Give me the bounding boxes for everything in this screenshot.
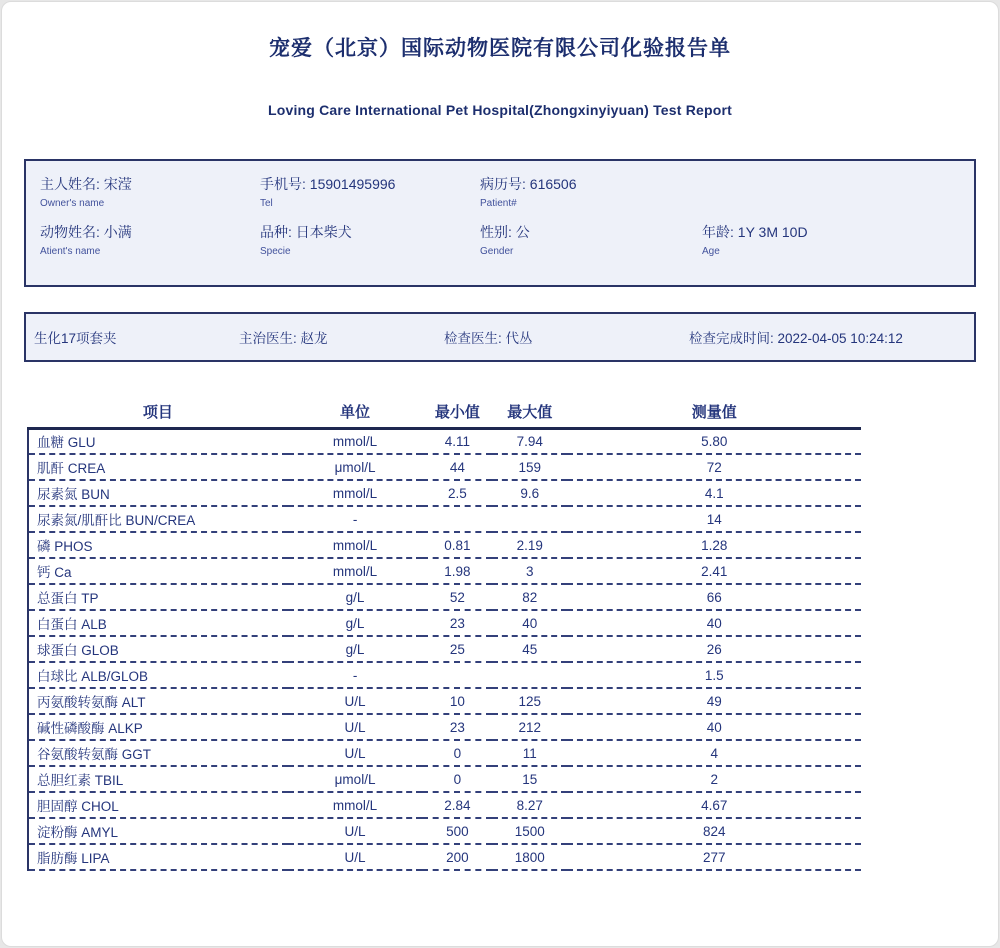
column-header: 项目 bbox=[28, 396, 288, 428]
max-value-cell: 1500 bbox=[492, 818, 567, 844]
measured-value-cell: 4.67 bbox=[567, 792, 861, 818]
unit-cell: U/L bbox=[288, 818, 423, 844]
item-name-cell: 胆固醇 CHOL bbox=[28, 792, 288, 818]
column-header-filler bbox=[861, 396, 976, 428]
min-value-cell: 4.11 bbox=[422, 428, 492, 454]
measured-value-cell: 1.5 bbox=[567, 662, 861, 688]
item-name-cell: 血糖 GLU bbox=[28, 428, 288, 454]
header-row bbox=[28, 396, 976, 428]
test-info-field: 检查医生: 代丛 bbox=[444, 331, 533, 346]
patient-field-sublabel: Tel bbox=[260, 198, 273, 209]
unit-cell: g/L bbox=[288, 636, 423, 662]
max-value-cell: 159 bbox=[492, 454, 567, 480]
results-table-body bbox=[28, 428, 976, 870]
table-row bbox=[28, 792, 976, 818]
min-value-cell: 0 bbox=[422, 740, 492, 766]
table-row bbox=[28, 584, 976, 610]
item-name-cell: 白蛋白 ALB bbox=[28, 610, 288, 636]
column-header: 最大值 bbox=[492, 396, 567, 428]
table-row bbox=[28, 688, 976, 714]
row-filler-cell bbox=[861, 766, 976, 792]
patient-field-label: 病历号: 616506 bbox=[480, 176, 577, 192]
panel-name: 生化17项套夹 bbox=[34, 331, 117, 346]
max-value-cell: 9.6 bbox=[492, 480, 567, 506]
results-table-header bbox=[28, 396, 976, 428]
patient-field-label: 主人姓名: 宋滢 bbox=[40, 176, 132, 192]
test-info-box bbox=[24, 312, 976, 362]
patient-info-box bbox=[24, 159, 976, 287]
min-value-cell: 2.5 bbox=[422, 480, 492, 506]
row-filler-cell bbox=[861, 558, 976, 584]
column-header: 测量值 bbox=[567, 396, 861, 428]
patient-field bbox=[480, 174, 702, 209]
item-name-cell: 白球比 ALB/GLOB bbox=[28, 662, 288, 688]
max-value-cell: 3 bbox=[492, 558, 567, 584]
unit-cell: mmol/L bbox=[288, 428, 423, 454]
patient-field bbox=[260, 174, 480, 209]
max-value-cell: 7.94 bbox=[492, 428, 567, 454]
test-info-field: 主治医生: 赵龙 bbox=[239, 331, 328, 346]
measured-value-cell: 72 bbox=[567, 454, 861, 480]
table-row bbox=[28, 532, 976, 558]
patient-info-row bbox=[40, 174, 974, 209]
measured-value-cell: 4.1 bbox=[567, 480, 861, 506]
item-name-cell: 脂肪酶 LIPA bbox=[28, 844, 288, 870]
patient-field-sublabel: Owner's name bbox=[40, 198, 105, 209]
patient-field bbox=[260, 222, 480, 257]
patient-field-label: 手机号: 15901495996 bbox=[260, 176, 396, 192]
row-filler-cell bbox=[861, 610, 976, 636]
measured-value-cell: 14 bbox=[567, 506, 861, 532]
unit-cell: μmol/L bbox=[288, 766, 423, 792]
patient-field bbox=[702, 222, 974, 257]
unit-cell: U/L bbox=[288, 844, 423, 870]
patient-field bbox=[40, 174, 260, 209]
report-page bbox=[1, 1, 999, 947]
min-value-cell bbox=[422, 662, 492, 688]
min-value-cell: 0.81 bbox=[422, 532, 492, 558]
min-value-cell bbox=[422, 506, 492, 532]
column-header: 单位 bbox=[288, 396, 423, 428]
max-value-cell: 8.27 bbox=[492, 792, 567, 818]
table-row bbox=[28, 428, 976, 454]
table-row bbox=[28, 740, 976, 766]
min-value-cell: 0 bbox=[422, 766, 492, 792]
row-filler-cell bbox=[861, 740, 976, 766]
table-row bbox=[28, 506, 976, 532]
unit-cell: mmol/L bbox=[288, 532, 423, 558]
measured-value-cell: 40 bbox=[567, 610, 861, 636]
max-value-cell: 125 bbox=[492, 688, 567, 714]
unit-cell: g/L bbox=[288, 610, 423, 636]
min-value-cell: 23 bbox=[422, 610, 492, 636]
unit-cell: U/L bbox=[288, 714, 423, 740]
item-name-cell: 碱性磷酸酶 ALKP bbox=[28, 714, 288, 740]
item-name-cell: 球蛋白 GLOB bbox=[28, 636, 288, 662]
max-value-cell: 40 bbox=[492, 610, 567, 636]
measured-value-cell: 824 bbox=[567, 818, 861, 844]
item-name-cell: 总胆红素 TBIL bbox=[28, 766, 288, 792]
item-name-cell: 谷氨酸转氨酶 GGT bbox=[28, 740, 288, 766]
measured-value-cell: 66 bbox=[567, 584, 861, 610]
table-row bbox=[28, 480, 976, 506]
item-name-cell: 磷 PHOS bbox=[28, 532, 288, 558]
unit-cell: mmol/L bbox=[288, 792, 423, 818]
row-filler-cell bbox=[861, 480, 976, 506]
page-subtitle: Loving Care International Pet Hospital(Zhongxinyiyuan) Test Report bbox=[267, 102, 733, 118]
table-row bbox=[28, 454, 976, 480]
min-value-cell: 44 bbox=[422, 454, 492, 480]
unit-cell: μmol/L bbox=[288, 454, 423, 480]
unit-cell: g/L bbox=[288, 584, 423, 610]
min-value-cell: 200 bbox=[422, 844, 492, 870]
unit-cell: - bbox=[288, 662, 423, 688]
max-value-cell: 212 bbox=[492, 714, 567, 740]
row-filler-cell bbox=[861, 636, 976, 662]
max-value-cell: 45 bbox=[492, 636, 567, 662]
row-filler-cell bbox=[861, 584, 976, 610]
measured-value-cell: 2 bbox=[567, 766, 861, 792]
max-value-cell: 15 bbox=[492, 766, 567, 792]
row-filler-cell bbox=[861, 454, 976, 480]
max-value-cell: 2.19 bbox=[492, 532, 567, 558]
item-name-cell: 总蛋白 TP bbox=[28, 584, 288, 610]
min-value-cell: 1.98 bbox=[422, 558, 492, 584]
min-value-cell: 23 bbox=[422, 714, 492, 740]
row-filler-cell bbox=[861, 506, 976, 532]
row-filler-cell bbox=[861, 792, 976, 818]
row-filler-cell bbox=[861, 428, 976, 454]
min-value-cell: 500 bbox=[422, 818, 492, 844]
table-row bbox=[28, 558, 976, 584]
unit-cell: - bbox=[288, 506, 423, 532]
table-row bbox=[28, 610, 976, 636]
min-value-cell: 2.84 bbox=[422, 792, 492, 818]
measured-value-cell: 5.80 bbox=[567, 428, 861, 454]
measured-value-cell: 1.28 bbox=[567, 532, 861, 558]
table-row bbox=[28, 662, 976, 688]
item-name-cell: 尿素氮/肌酐比 BUN/CREA bbox=[28, 506, 288, 532]
max-value-cell: 11 bbox=[492, 740, 567, 766]
table-row bbox=[28, 636, 976, 662]
unit-cell: U/L bbox=[288, 688, 423, 714]
row-filler-cell bbox=[861, 844, 976, 870]
patient-field-label: 年龄: 1Y 3M 10D bbox=[702, 224, 808, 240]
patient-field-sublabel: Specie bbox=[260, 246, 291, 257]
patient-field-label: 动物姓名: 小满 bbox=[40, 224, 132, 240]
item-name-cell: 丙氨酸转氨酶 ALT bbox=[28, 688, 288, 714]
unit-cell: mmol/L bbox=[288, 480, 423, 506]
row-filler-cell bbox=[861, 532, 976, 558]
patient-field-sublabel: Age bbox=[702, 246, 720, 257]
column-header: 最小值 bbox=[422, 396, 492, 428]
measured-value-cell: 40 bbox=[567, 714, 861, 740]
patient-field-sublabel: Atient's name bbox=[40, 246, 101, 257]
max-value-cell bbox=[492, 662, 567, 688]
item-name-cell: 钙 Ca bbox=[28, 558, 288, 584]
table-row bbox=[28, 766, 976, 792]
min-value-cell: 52 bbox=[422, 584, 492, 610]
item-name-cell: 尿素氮 BUN bbox=[28, 480, 288, 506]
table-row bbox=[28, 844, 976, 870]
test-info-field: 检查完成时间: 2022-04-05 10:24:12 bbox=[689, 331, 903, 346]
row-filler-cell bbox=[861, 662, 976, 688]
item-name-cell: 肌酐 CREA bbox=[28, 454, 288, 480]
table-row bbox=[28, 818, 976, 844]
measured-value-cell: 4 bbox=[567, 740, 861, 766]
min-value-cell: 10 bbox=[422, 688, 492, 714]
patient-field bbox=[480, 222, 702, 257]
measured-value-cell: 2.41 bbox=[567, 558, 861, 584]
results-table bbox=[27, 396, 977, 871]
patient-field-label: 性别: 公 bbox=[480, 224, 530, 240]
min-value-cell: 25 bbox=[422, 636, 492, 662]
max-value-cell: 82 bbox=[492, 584, 567, 610]
max-value-cell: 1800 bbox=[492, 844, 567, 870]
measured-value-cell: 277 bbox=[567, 844, 861, 870]
patient-field bbox=[40, 222, 260, 257]
measured-value-cell: 26 bbox=[567, 636, 861, 662]
patient-info-row bbox=[40, 222, 974, 257]
patient-field-sublabel: Patient# bbox=[480, 198, 517, 209]
max-value-cell bbox=[492, 506, 567, 532]
row-filler-cell bbox=[861, 714, 976, 740]
unit-cell: mmol/L bbox=[288, 558, 423, 584]
unit-cell: U/L bbox=[288, 740, 423, 766]
page-title: 宠爱（北京）国际动物医院有限公司化验报告单 bbox=[269, 37, 731, 60]
item-name-cell: 淀粉酶 AMYL bbox=[28, 818, 288, 844]
row-filler-cell bbox=[861, 688, 976, 714]
table-row bbox=[28, 714, 976, 740]
measured-value-cell: 49 bbox=[567, 688, 861, 714]
row-filler-cell bbox=[861, 818, 976, 844]
patient-field-sublabel: Gender bbox=[480, 246, 514, 257]
patient-field-label: 品种: 日本柴犬 bbox=[260, 224, 352, 240]
